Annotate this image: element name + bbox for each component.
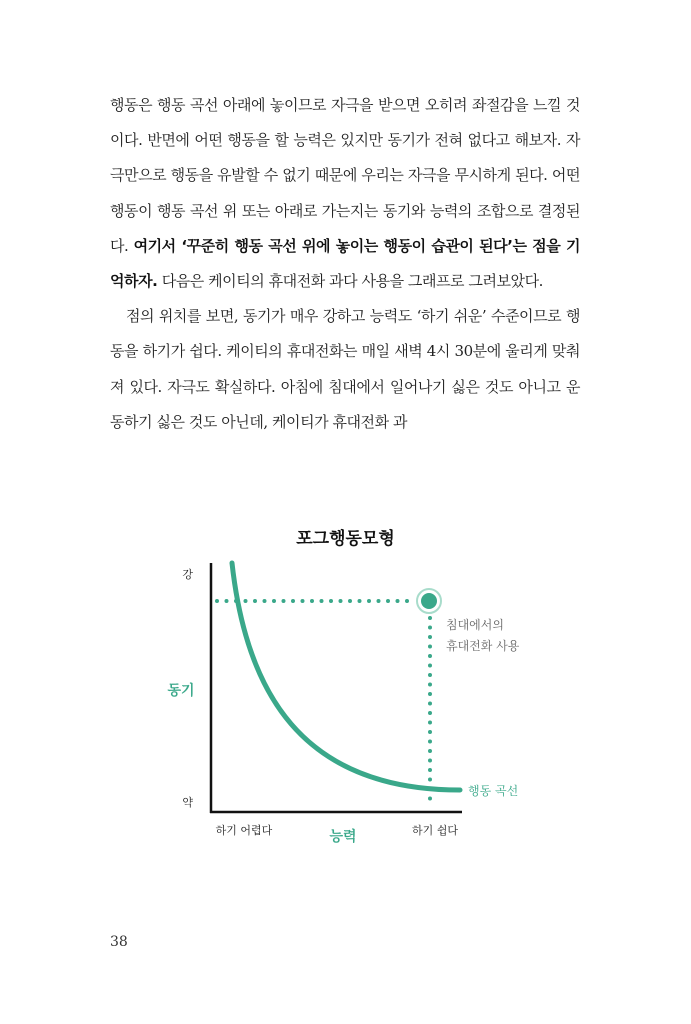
page-number: 38 bbox=[110, 934, 128, 950]
point-annotation-line-2: 휴대전화 사용 bbox=[446, 639, 520, 653]
y-tick-weak: 약 bbox=[182, 796, 193, 809]
chart-title: 포그행동모형 bbox=[296, 529, 395, 549]
x-tick-easy: 하기 쉽다 bbox=[411, 824, 459, 837]
y-axis-label: 동기 bbox=[167, 683, 195, 699]
point-annotation-line-1: 침대에서의 bbox=[446, 618, 504, 632]
paragraph-1-text-b: 다음은 케이티의 휴대전화 과다 사용을 그래프로 그려보았다. bbox=[157, 272, 543, 291]
x-axis-label: 능력 bbox=[329, 829, 357, 845]
data-point bbox=[421, 593, 437, 609]
x-tick-hard: 하기 어렵다 bbox=[215, 824, 273, 837]
curve-label: 행동 곡선 bbox=[468, 784, 519, 798]
paragraph-1-text-a: 행동은 행동 곡선 아래에 놓이므로 자극을 받으면 오히려 좌절감을 느낄 것이다. 반면에 어떤 행동을 할 능력은 있지만 동기가 전혀 없다고 해보자. 자극만으로 행동을 유발할 수 없기 때문에 우리는 자극을 무시하게 된다. 어떤 행동이 행동 곡선 위 또는 아래로 가는지는 동기와 능력의 조합으로 결정된다. bbox=[110, 96, 580, 255]
paragraph-1-emphasis: 여기서 ‘꾸준히 행동 곡선 위에 놓이는 행동이 습관이 된다’는 점을 기억하자. bbox=[110, 236, 580, 291]
y-tick-strong: 강 bbox=[182, 568, 193, 581]
paragraph-2: 점의 위치를 보면, 동기가 매우 강하고 능력도 ‘하기 쉬운’ 수준이므로 행동을 하기가 쉽다. 케이티의 휴대전화는 매일 새벽 4시 30분에 울리게 맞춰져 있다. 자극도 확실하다. 아침에 침대에서 일어나기 싫은 것도 아니고 운동하기 싫은 것도 아닌데, 케이티가 휴대전화 과 bbox=[110, 307, 580, 431]
